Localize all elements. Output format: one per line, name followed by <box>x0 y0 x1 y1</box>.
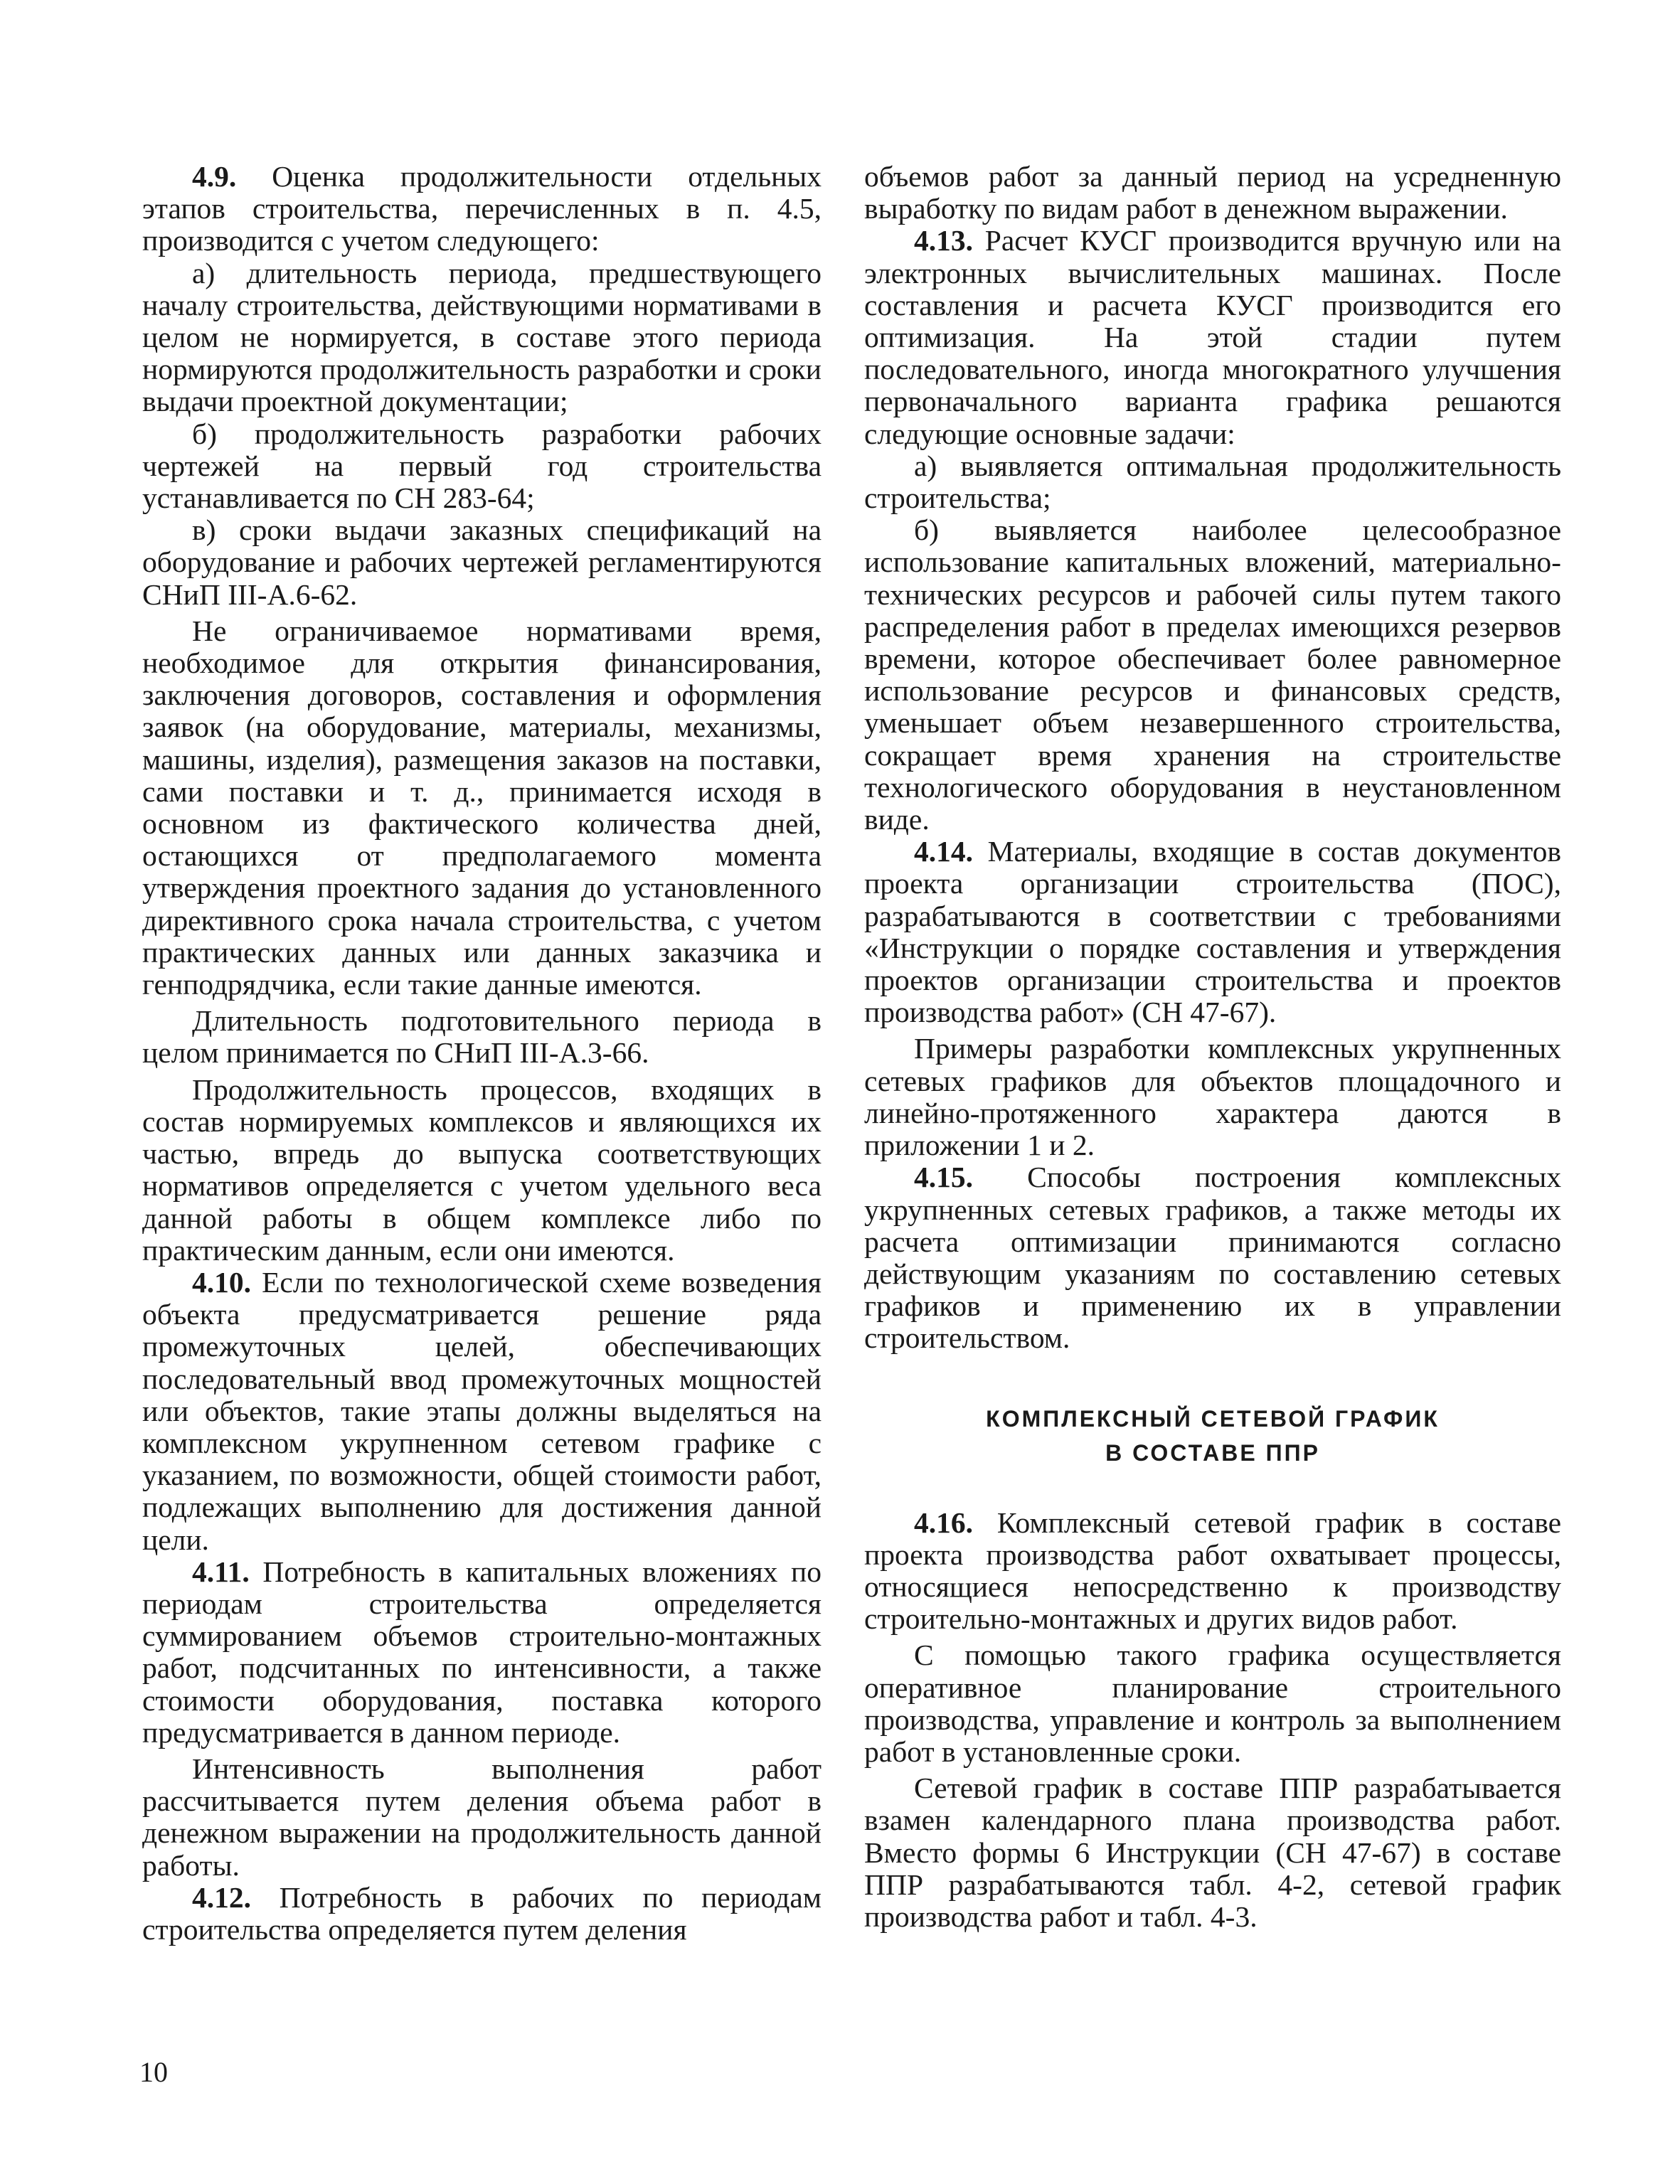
paragraph-text: б) выявляется наиболее целесообразное использование капитальных вложений, материально-технических ресурсов и рабочей силы путем такого распределения работ в пределах имеющихся резервов времени, которое обеспечивает более равномерное использование ресурсов и финансовых средств, уменьшает объем незавершенного строительства, сокращает время хранения на строительстве технологического оборудования в неустановленном виде. <box>864 513 1561 836</box>
paragraph-text: Не ограничиваемое нормативами время, необходимое для открытия финансирования, заключения договоров, составления и оформления заявок (на оборудование, материалы, механизмы, машины, изделия), размещения заказов на поставки, сами поставки и т. д., принимается исходя в основном из фактического количества дней, остающихся от предполагаемого момента утверждения проектного задания до установленного директивного срока начала строительства, с учетом практических данных или данных заказчика и генподрядчика, если такие данные имеются. <box>142 614 822 1001</box>
clause-number: 4.9. <box>192 160 237 193</box>
paragraph-text: а) выявляется оптимальная продолжительность строительства; <box>864 449 1561 515</box>
list-item-b <box>142 418 822 515</box>
clause-number: 4.14. <box>914 835 973 868</box>
paragraph-text: Комплексный сетевой график в составе проекта производства работ охватывает процессы, относящиеся непосредственно к производству строительно-монтажных и других видов работ. <box>864 1506 1561 1636</box>
paragraph-text: Способы построения комплексных укрупненных сетевых графиков, а также методы их расчета оптимизации принимаются согласно действующим указаниям по составлению сетевых графиков и применению их в управлении строительством. <box>864 1161 1561 1355</box>
paragraph-text: Если по технологической схеме возведения объекта предусматривается решение ряда промежуточных целей, обеспечивающих последовательный ввод промежуточных мощностей или объектов, такие этапы должны выделяться на комплексном укрупненном сетевом графике с указанием, по возможности, общей стоимости работ, подлежащих выполнению для достижения данной цели. <box>142 1265 822 1556</box>
paragraph <box>142 615 822 1001</box>
clause-number: 4.10. <box>192 1265 251 1299</box>
paragraph <box>142 1074 822 1267</box>
right-text-column <box>864 161 1561 1933</box>
clause-number: 4.11. <box>192 1555 250 1588</box>
paragraph <box>142 1753 822 1882</box>
list-item-a <box>142 257 822 418</box>
page-number: 10 <box>139 2056 168 2088</box>
section-heading-line-1: КОМПЛЕКСНЫЙ СЕТЕВОЙ ГРАФИК <box>986 1405 1440 1432</box>
paragraph <box>864 1639 1561 1768</box>
paragraph-text: Расчет КУСГ производится вручную или на электронных вычислительных машинах. После составления и расчета КУСГ производится его оптимизация. На этой стадии путем последовательного, иногда многократного улучшения первоначального варианта графика решаются следующие основные задачи: <box>864 224 1561 450</box>
paragraph-text: Длительность подготовительного периода в целом принимается по СНиП III-А.3-66. <box>142 1004 822 1070</box>
paragraph-text: Потребность в рабочих по периодам строительства определяется путем деления <box>142 1880 822 1946</box>
paragraph <box>864 1033 1561 1161</box>
paragraph-4-15 <box>864 1161 1561 1354</box>
paragraph-4-11 <box>142 1556 822 1749</box>
paragraph-4-14 <box>864 836 1561 1028</box>
section-heading-line-2: В СОСТАВЕ ППР <box>1105 1439 1320 1466</box>
paragraph-text: Потребность в капитальных вложениях по периодам строительства определяется суммированием объемов строительно-монтажных работ, подсчитанных по интенсивности, а также стоимости оборудования, поставка которого предусматривается в данном периоде. <box>142 1555 822 1749</box>
paragraph-text: Продолжительность процессов, входящих в состав нормируемых комплексов и являющихся их частью, впредь до выпуска соответствующих нормативов определяется с учетом удельного веса данной работы в общем комплексе либо по практическим данным, если они имеются. <box>142 1072 822 1267</box>
paragraph-4-12 <box>142 1882 822 1946</box>
paragraph <box>864 1772 1561 1933</box>
left-text-column <box>142 161 822 1946</box>
paragraph-4-16 <box>864 1507 1561 1636</box>
paragraph-text: объемов работ за данный период на усредненную выработку по видам работ в денежном выражении. <box>864 160 1561 225</box>
paragraph-text: Оценка продолжительности отдельных этапов строительства, перечисленных в п. 4.5, производится с учетом следующего: <box>142 160 822 257</box>
clause-number: 4.12. <box>192 1880 251 1914</box>
paragraph-4-9 <box>142 161 822 257</box>
clause-number: 4.16. <box>914 1506 973 1539</box>
clause-number: 4.15. <box>914 1161 973 1194</box>
list-item-a <box>864 450 1561 514</box>
paragraph-text: С помощью такого графика осуществляется оперативное планирование строительного производства, управление и контроль за выполнением работ в установленные сроки. <box>864 1639 1561 1768</box>
clause-number: 4.13. <box>914 224 973 257</box>
paragraph-text: Сетевой график в составе ППР разрабатывается взамен календарного плана производства работ. Вместо формы 6 Инструкции (СН 47-67) в составе ППР разрабатываются табл. 4-2, сетевой график производства работ и табл. 4-3. <box>864 1772 1561 1933</box>
paragraph-text: в) сроки выдачи заказных спецификаций на оборудование и рабочих чертежей регламентируются СНиП III-А.6-62. <box>142 513 822 611</box>
paragraph-text: б) продолжительность разработки рабочих чертежей на первый год строительства устанавливается по СН 283-64; <box>142 417 822 515</box>
paragraph <box>142 1005 822 1069</box>
list-item-b <box>864 514 1561 836</box>
list-item-v <box>142 514 822 611</box>
paragraph-4-13 <box>864 225 1561 449</box>
paragraph-text: а) длительность периода, предшествующего началу строительства, действующими нормативами в целом не нормируется, в составе этого периода нормируются продолжительность разработки и сроки выдачи проектной документации; <box>142 256 822 418</box>
paragraph-text: Примеры разработки комплексных укрупненных сетевых графиков для объектов площадочного и линейно-протяженного характера даются в приложении 1 и 2. <box>864 1032 1561 1162</box>
paragraph-4-10 <box>142 1267 822 1556</box>
paragraph-continuation <box>864 161 1561 225</box>
paragraph-text: Материалы, входящие в состав документов проекта организации строительства (ПОС), разрабатываются в соответствии с требованиями «Инструкции о порядке составления и утверждения проектов организации строительства и проектов производства работ» (СН 47-67). <box>864 835 1561 1029</box>
paragraph-text: Интенсивность выполнения работ рассчитывается путем деления объема работ в денежном выражении на продолжительность данной работы. <box>142 1752 822 1882</box>
section-heading <box>864 1402 1561 1470</box>
